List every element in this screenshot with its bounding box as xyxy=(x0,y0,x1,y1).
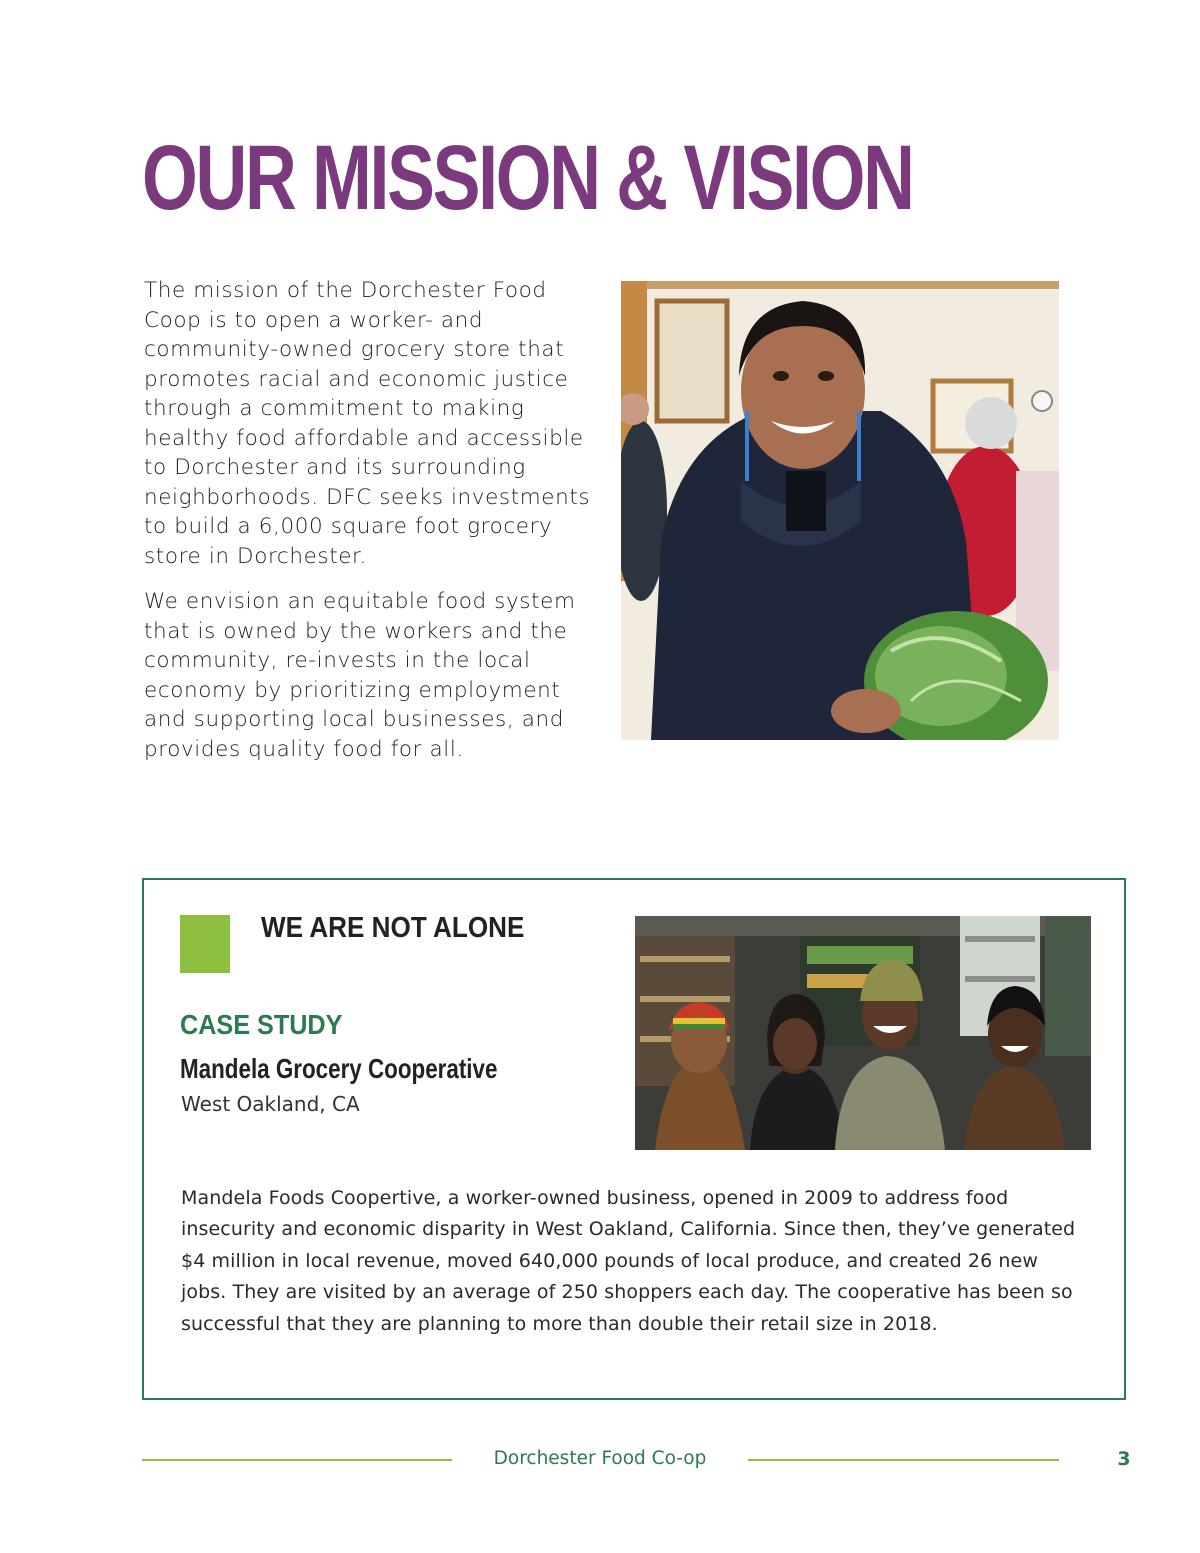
mission-text-column xyxy=(144,276,604,780)
case-study-heading: WE ARE NOT ALONE xyxy=(261,912,525,944)
case-study-body: Mandela Foods Coopertive, a worker-owned business, opened in 2009 to address food insecurity and economic disparity in West Oakland, California. Since then, they’ve generated $4 million in local revenue, moved 640,000 pounds of local produce, and created 26 new jobs. They are visited by an average of 250 shoppers each day. The cooperative has been so successful that they are planning to more than double their retail size in 2018. xyxy=(181,1187,1076,1335)
footer-divider-left xyxy=(142,1459,452,1461)
case-study-organization: Mandela Grocery Cooperative xyxy=(180,1053,498,1084)
case-study-location: West Oakland, CA xyxy=(181,1092,360,1116)
mission-paragraph: The mission of the Dorchester Food Coop is to open a worker- and community-owned grocery store that promotes racial and economic justice through a commitment to making healthy food affordable and accessible to Dorchester and its surrounding neighborhoods. DFC seeks investments to build a 6,000 square foot grocery store in Dorchester. xyxy=(144,278,591,569)
case-study-label: CASE STUDY xyxy=(180,1009,343,1040)
vision-paragraph: We envision an equitable food system that is owned by the workers and the community, re-invests in the local economy by prioritizing employment and supporting local businesses, and provides quality food for all. xyxy=(144,589,576,762)
page-number: 3 xyxy=(1117,1448,1131,1470)
page-title: OUR MISSION & VISION xyxy=(142,127,913,229)
woman-with-cabbage-photo xyxy=(621,281,1059,740)
cooperative-members-photo xyxy=(635,916,1091,1150)
footer-divider-right xyxy=(748,1459,1059,1461)
footer-organization: Dorchester Food Co-op xyxy=(493,1448,707,1469)
accent-square xyxy=(180,915,230,973)
